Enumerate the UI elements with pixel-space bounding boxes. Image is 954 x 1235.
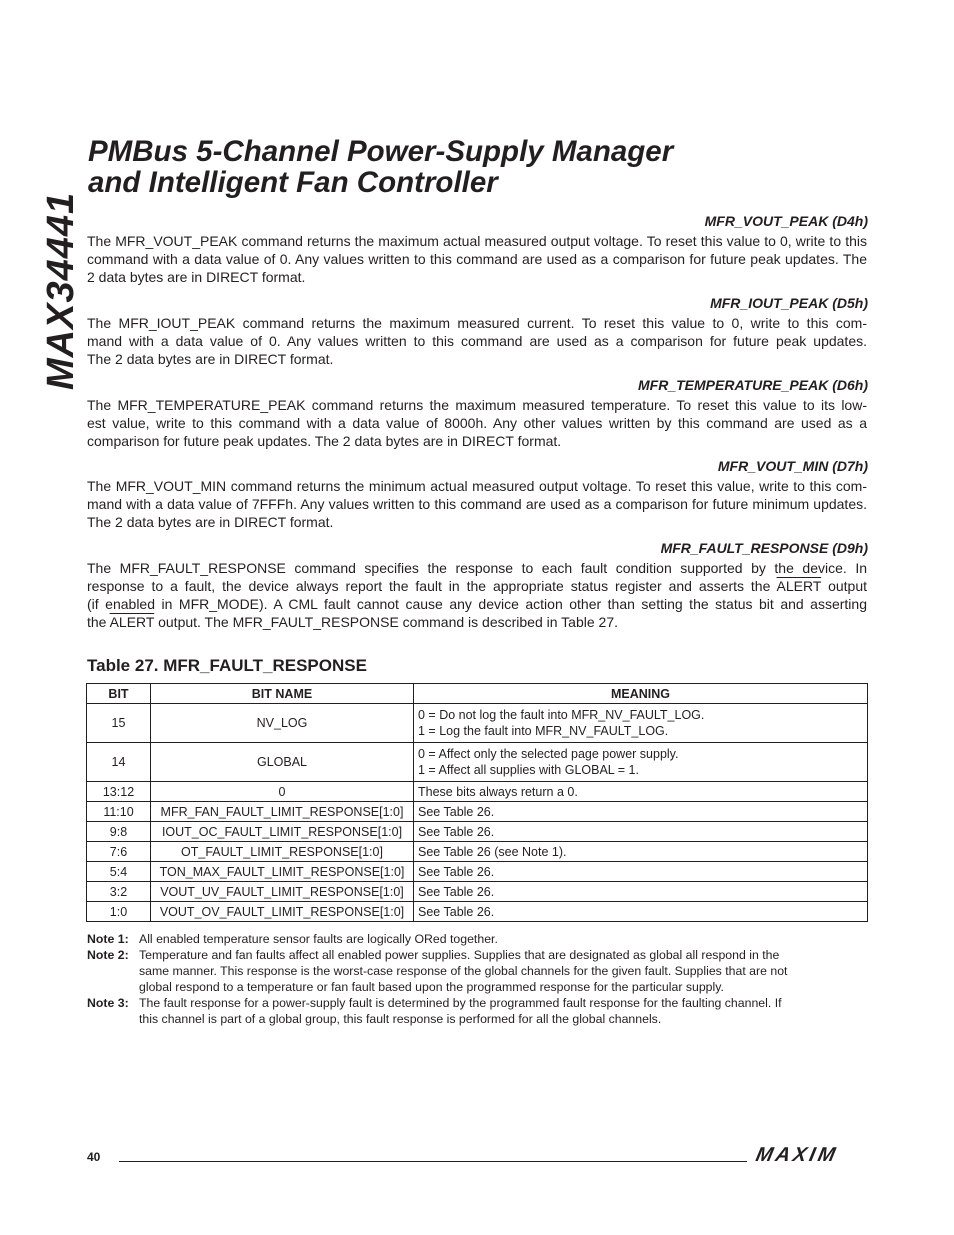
paragraph-line: command with a data value of 0. Any values written to this command are used as a comparison for future peak updates. The (87, 251, 867, 267)
table-row (87, 882, 868, 902)
cell-bit-name: NV_LOG (151, 704, 414, 743)
cell-bit: 14 (87, 743, 151, 782)
title-line-2: and Intelligent Fan Controller (88, 166, 498, 199)
cell-meaning (414, 704, 868, 743)
page-number: 40 (87, 1150, 101, 1164)
cell-bit: 15 (87, 704, 151, 743)
title-line-1: PMBus 5-Channel Power-Supply Manager (88, 135, 674, 168)
note-line: Temperature and fan faults affect all enabled power supplies. Supplies that are designated as global all respond in the (139, 948, 780, 962)
fault-response-table (86, 683, 868, 922)
cell-meaning: See Table 26. (414, 862, 868, 882)
paragraph-line (87, 577, 867, 595)
meaning-line: 1 = Log the fault into MFR_NV_FAULT_LOG. (418, 724, 669, 738)
paragraph-line: est value, write to this command with a data value of 8000h. Any other values written by this command are used as a (87, 415, 867, 431)
table-row (87, 782, 868, 802)
section-paragraph (87, 396, 867, 450)
note-label: Note 1: (87, 932, 129, 946)
note-line: The fault response for a power-supply fault is determined by the programmed fault response for the faulting channel. If (139, 996, 782, 1010)
note-line: All enabled temperature sensor faults are logically ORed together. (139, 932, 498, 946)
cell-bit: 5:4 (87, 862, 151, 882)
paragraph-line: The MFR_VOUT_PEAK command returns the maximum actual measured output voltage. To reset this value to 0, write to this (87, 233, 867, 249)
cell-bit: 11:10 (87, 802, 151, 822)
table-row (87, 704, 868, 743)
cell-bit-name: IOUT_OC_FAULT_LIMIT_RESPONSE[1:0] (151, 822, 414, 842)
paragraph-line: The MFR_TEMPERATURE_PEAK command returns the maximum measured temperature. To reset this value to its low- (87, 397, 867, 413)
paragraph-line (87, 613, 867, 631)
column-header-bit-name: BIT NAME (151, 684, 414, 704)
column-header-bit: BIT (87, 684, 151, 704)
note-line: same manner. This response is the worst-case response of the global channels for the given fault. Supplies that are not (139, 964, 788, 978)
section-paragraph (87, 559, 867, 631)
section-heading: MFR_VOUT_PEAK (D4h) (704, 213, 868, 229)
alert-signal: ALERT (776, 578, 822, 594)
text-run: response to a fault, the device always report the fault in the appropriate status register and asserts the (87, 578, 777, 594)
column-header-meaning: MEANING (414, 684, 868, 704)
table-notes (87, 931, 867, 1027)
table-row (87, 743, 868, 782)
cell-bit-name: VOUT_OV_FAULT_LIMIT_RESPONSE[1:0] (151, 902, 414, 922)
text-run: output. The MFR_FAULT_RESPONSE command is described in Table 27. (154, 614, 618, 630)
cell-bit-name: TON_MAX_FAULT_LIMIT_RESPONSE[1:0] (151, 862, 414, 882)
table-title: Table 27. MFR_FAULT_RESPONSE (87, 656, 367, 675)
section-heading: MFR_FAULT_RESPONSE (D9h) (660, 540, 868, 556)
paragraph-line: (if enabled in MFR_MODE). A CML fault cannot cause any device action other than setting the status bit and asserting (87, 596, 867, 612)
table-row (87, 842, 868, 862)
table-row (87, 822, 868, 842)
table-header-row (87, 684, 868, 704)
paragraph-line: comparison for future peak updates. The 2 data bytes are in DIRECT format. (87, 433, 562, 449)
footer-rule (119, 1161, 747, 1162)
meaning-line: 1 = Affect all supplies with GLOBAL = 1. (418, 763, 639, 777)
note-line: this channel is part of a global group, this fault response is performed for all the global channels. (139, 1012, 662, 1026)
cell-bit: 13:12 (87, 782, 151, 802)
cell-bit: 9:8 (87, 822, 151, 842)
paragraph-line: The MFR_VOUT_MIN command returns the minimum actual measured output voltage. To reset this value, write to this com- (87, 478, 867, 494)
cell-bit-name: OT_FAULT_LIMIT_RESPONSE[1:0] (151, 842, 414, 862)
section-heading: MFR_VOUT_MIN (D7h) (717, 458, 868, 474)
section-paragraph (87, 232, 867, 286)
paragraph-line: 2 data bytes are in DIRECT format. (87, 269, 306, 285)
note-2 (87, 947, 867, 995)
cell-bit-name: 0 (151, 782, 414, 802)
paragraph-line: The 2 data bytes are in DIRECT format. (87, 514, 334, 530)
page-title (88, 136, 673, 198)
cell-meaning: See Table 26 (see Note 1). (414, 842, 868, 862)
section-heading: MFR_IOUT_PEAK (D5h) (710, 295, 868, 311)
paragraph-line: mand with a data value of 0. Any values written to this command are used as a comparison for future peak updates. (87, 333, 867, 349)
cell-meaning: See Table 26. (414, 822, 868, 842)
section-heading: MFR_TEMPERATURE_PEAK (D6h) (638, 377, 868, 393)
cell-meaning: See Table 26. (414, 902, 868, 922)
cell-meaning: These bits always return a 0. (414, 782, 868, 802)
note-label: Note 2: (87, 948, 129, 962)
section-paragraph (87, 477, 867, 531)
side-part-number: MAX34441 (40, 191, 82, 390)
maxim-logo: MAXIM (753, 1144, 841, 1166)
cell-bit: 7:6 (87, 842, 151, 862)
cell-meaning: See Table 26. (414, 882, 868, 902)
note-text (139, 947, 867, 995)
cell-bit: 1:0 (87, 902, 151, 922)
table-row (87, 862, 868, 882)
cell-bit-name: VOUT_UV_FAULT_LIMIT_RESPONSE[1:0] (151, 882, 414, 902)
table-row (87, 902, 868, 922)
alert-signal: ALERT (109, 614, 155, 630)
cell-bit-name: MFR_FAN_FAULT_LIMIT_RESPONSE[1:0] (151, 802, 414, 822)
meaning-line: 0 = Do not log the fault into MFR_NV_FAULT_LOG. (418, 708, 705, 722)
note-3 (87, 995, 867, 1027)
note-label: Note 3: (87, 996, 129, 1010)
cell-meaning (414, 743, 868, 782)
meaning-line: 0 = Affect only the selected page power supply. (418, 747, 679, 761)
paragraph-line: The MFR_IOUT_PEAK command returns the maximum measured current. To reset this value to 0, write to this com- (87, 315, 867, 331)
note-1 (87, 931, 867, 947)
cell-bit: 3:2 (87, 882, 151, 902)
table-row (87, 802, 868, 822)
cell-bit-name: GLOBAL (151, 743, 414, 782)
paragraph-line: The MFR_FAULT_RESPONSE command specifies the response to each fault condition supported by the device. In (87, 560, 867, 576)
note-text (139, 995, 867, 1027)
paragraph-line: The 2 data bytes are in DIRECT format. (87, 351, 334, 367)
paragraph-line: mand with a data value of 7FFFh. Any values written to this command are used as a comparison for future minimum updates. (87, 496, 867, 512)
note-line: global respond to a temperature or fan fault based upon the programmed response for the particular supply. (139, 980, 724, 994)
text-run: output (821, 578, 867, 594)
section-paragraph (87, 314, 867, 368)
text-run: the (87, 614, 110, 630)
cell-meaning: See Table 26. (414, 802, 868, 822)
note-text (139, 931, 867, 947)
